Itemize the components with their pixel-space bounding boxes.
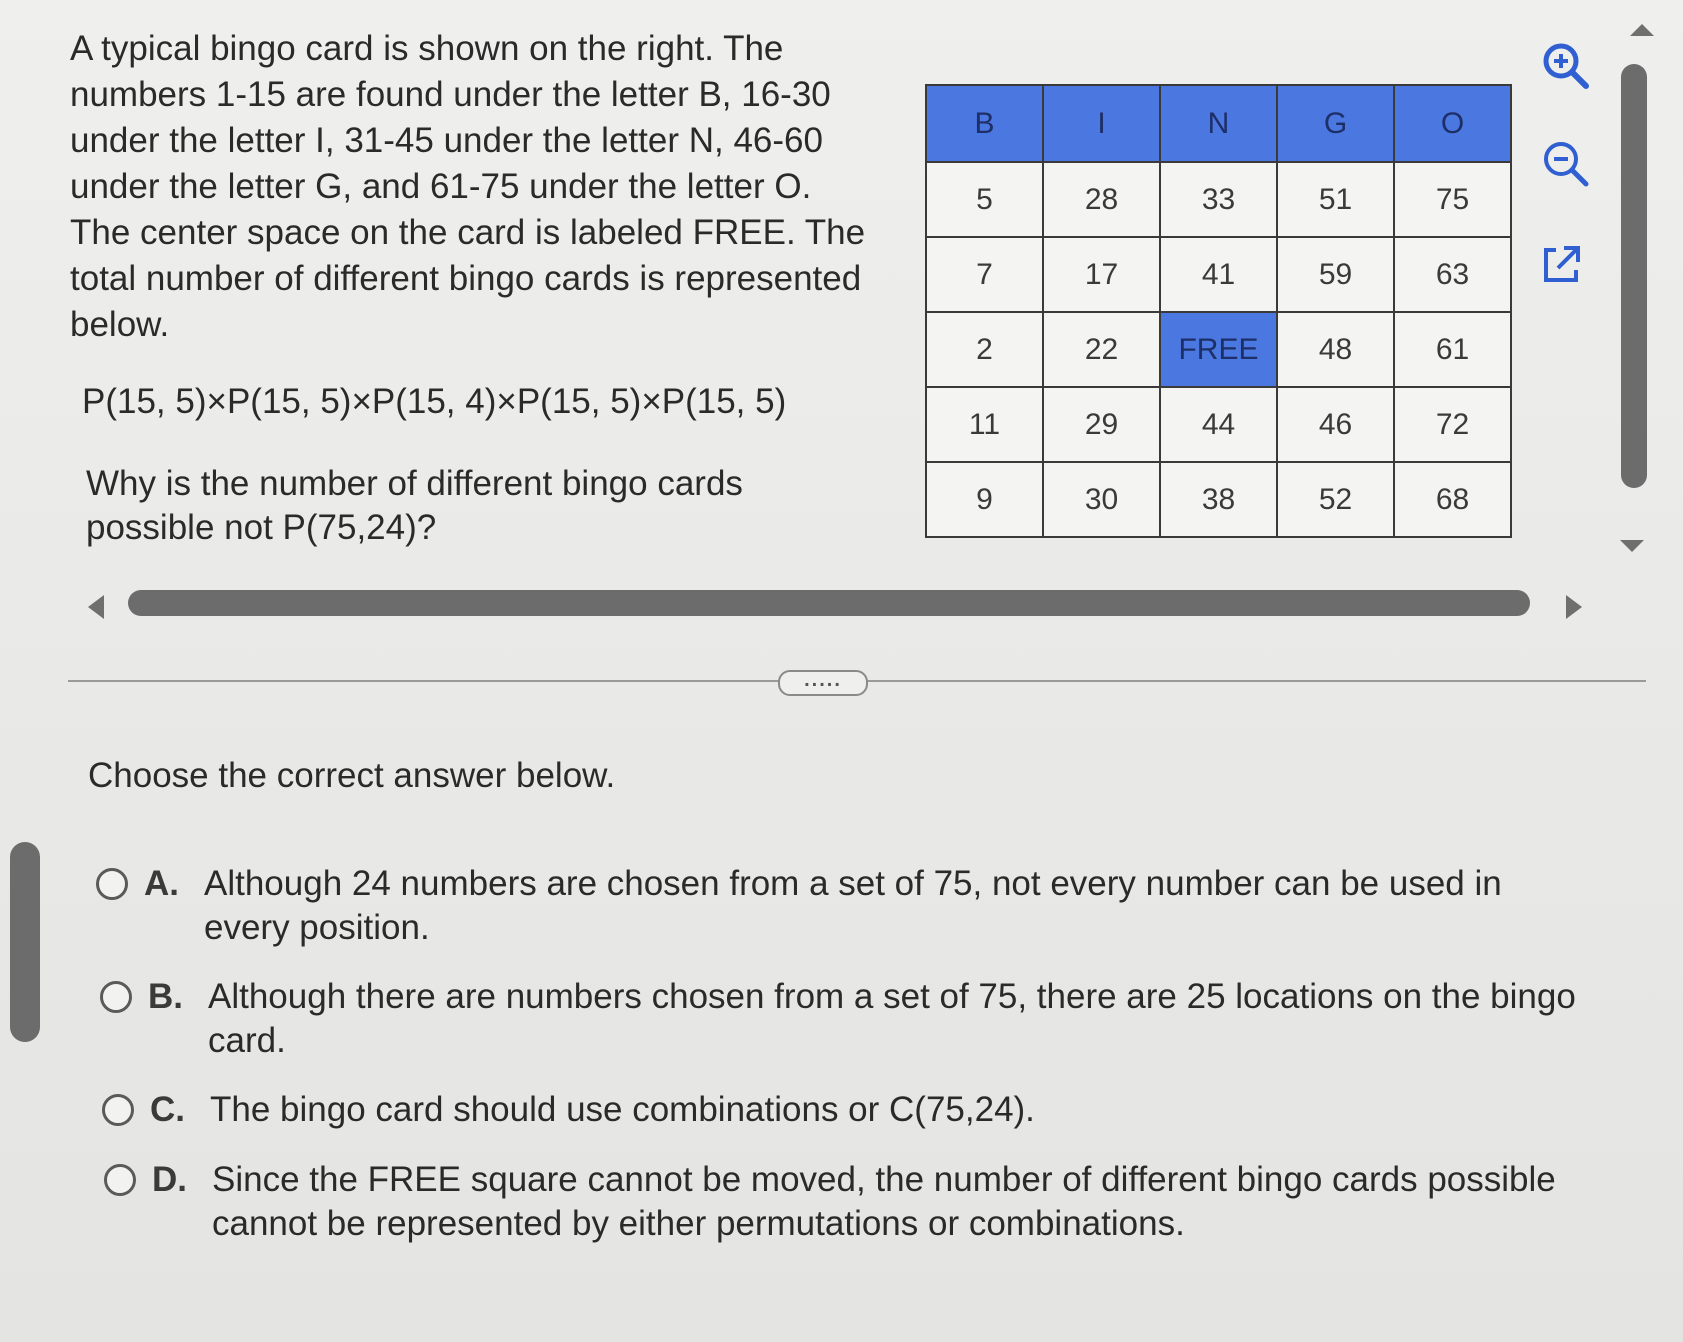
vertical-scrollbar-thumb[interactable] bbox=[1621, 64, 1647, 488]
bingo-row bbox=[926, 312, 1511, 387]
zoom-in-icon[interactable] bbox=[1538, 38, 1594, 94]
bingo-cell: 38 bbox=[1160, 462, 1277, 537]
bingo-cell: 68 bbox=[1394, 462, 1511, 537]
bingo-cell: 51 bbox=[1277, 162, 1394, 237]
radio-button-d[interactable] bbox=[104, 1164, 136, 1196]
bingo-header-n: N bbox=[1160, 85, 1277, 162]
bingo-cell: 75 bbox=[1394, 162, 1511, 237]
option-letter: C. bbox=[150, 1090, 185, 1129]
bingo-cell: 52 bbox=[1277, 462, 1394, 537]
option-b[interactable] bbox=[100, 975, 1600, 1063]
bingo-cell: 72 bbox=[1394, 387, 1511, 462]
bingo-header-g: G bbox=[1277, 85, 1394, 162]
option-a[interactable] bbox=[96, 862, 1556, 950]
radio-button-b[interactable] bbox=[100, 981, 132, 1013]
option-text: The bingo card should use combinations or C(75,24). bbox=[210, 1090, 1035, 1129]
bingo-cell: 41 bbox=[1160, 237, 1277, 312]
option-d[interactable] bbox=[104, 1158, 1604, 1246]
why-question: Why is the number of different bingo cards possible not P(75,24)? bbox=[86, 464, 743, 547]
radio-button-a[interactable] bbox=[96, 868, 128, 900]
bingo-cell: 28 bbox=[1043, 162, 1160, 237]
scroll-up-arrow-icon[interactable] bbox=[1630, 24, 1654, 36]
option-text: Although there are numbers chosen from a set of 75, there are 25 locations on the bingo card. bbox=[208, 977, 1576, 1060]
bingo-cell: 5 bbox=[926, 162, 1043, 237]
bingo-free-cell: FREE bbox=[1160, 312, 1277, 387]
question-paragraph bbox=[70, 26, 870, 348]
bingo-row bbox=[926, 462, 1511, 537]
option-text: Since the FREE square cannot be moved, the number of different bingo cards possible cannot be represented by either permutations or combinations. bbox=[212, 1160, 1556, 1243]
option-letter: B. bbox=[148, 977, 183, 1016]
bingo-cell: 48 bbox=[1277, 312, 1394, 387]
bingo-cell: 2 bbox=[926, 312, 1043, 387]
bingo-cell: 59 bbox=[1277, 237, 1394, 312]
bingo-cell: 63 bbox=[1394, 237, 1511, 312]
bingo-header-o: O bbox=[1394, 85, 1511, 162]
answer-prompt: Choose the correct answer below. bbox=[88, 756, 616, 795]
option-letter: A. bbox=[144, 864, 179, 903]
bingo-cell: 33 bbox=[1160, 162, 1277, 237]
divider-drag-handle[interactable]: ..... bbox=[778, 670, 868, 696]
option-text: Although 24 numbers are chosen from a set of 75, not every number can be used in every position. bbox=[204, 864, 1502, 947]
radio-button-c[interactable] bbox=[102, 1094, 134, 1126]
bingo-header-row bbox=[926, 85, 1511, 162]
bingo-cell: 22 bbox=[1043, 312, 1160, 387]
popout-icon[interactable] bbox=[1534, 236, 1590, 292]
option-c[interactable] bbox=[102, 1088, 1502, 1132]
horizontal-scrollbar-thumb[interactable] bbox=[128, 590, 1530, 616]
option-letter: D. bbox=[152, 1160, 187, 1199]
permutation-formula: P(15, 5)×P(15, 5)×P(15, 4)×P(15, 5)×P(15, 5) bbox=[82, 382, 787, 421]
scroll-left-arrow-icon[interactable] bbox=[88, 595, 104, 619]
bingo-cell: 11 bbox=[926, 387, 1043, 462]
bingo-row bbox=[926, 387, 1511, 462]
bingo-cell: 44 bbox=[1160, 387, 1277, 462]
bingo-cell: 61 bbox=[1394, 312, 1511, 387]
bingo-row bbox=[926, 237, 1511, 312]
bingo-cell: 46 bbox=[1277, 387, 1394, 462]
bingo-cell: 9 bbox=[926, 462, 1043, 537]
bingo-cell: 29 bbox=[1043, 387, 1160, 462]
left-scrollbar-thumb[interactable] bbox=[10, 842, 40, 1042]
zoom-out-icon[interactable] bbox=[1538, 136, 1594, 192]
bingo-header-b: B bbox=[926, 85, 1043, 162]
bingo-cell: 7 bbox=[926, 237, 1043, 312]
bingo-header-i: I bbox=[1043, 85, 1160, 162]
bingo-row bbox=[926, 162, 1511, 237]
scroll-right-arrow-icon[interactable] bbox=[1566, 595, 1582, 619]
bingo-cell: 30 bbox=[1043, 462, 1160, 537]
question-text: A typical bingo card is shown on the right. The numbers 1-15 are found under the letter B, 16-30 under the letter I, 31-45 under the letter N, 46-60 under the letter G, and 61-75 under the letter O. The center space on the card is labeled FREE. The total number of different bingo cards is represented below. bbox=[70, 29, 866, 344]
bingo-cell: 17 bbox=[1043, 237, 1160, 312]
bingo-card-table bbox=[925, 84, 1512, 538]
scroll-down-arrow-icon[interactable] bbox=[1620, 540, 1644, 552]
